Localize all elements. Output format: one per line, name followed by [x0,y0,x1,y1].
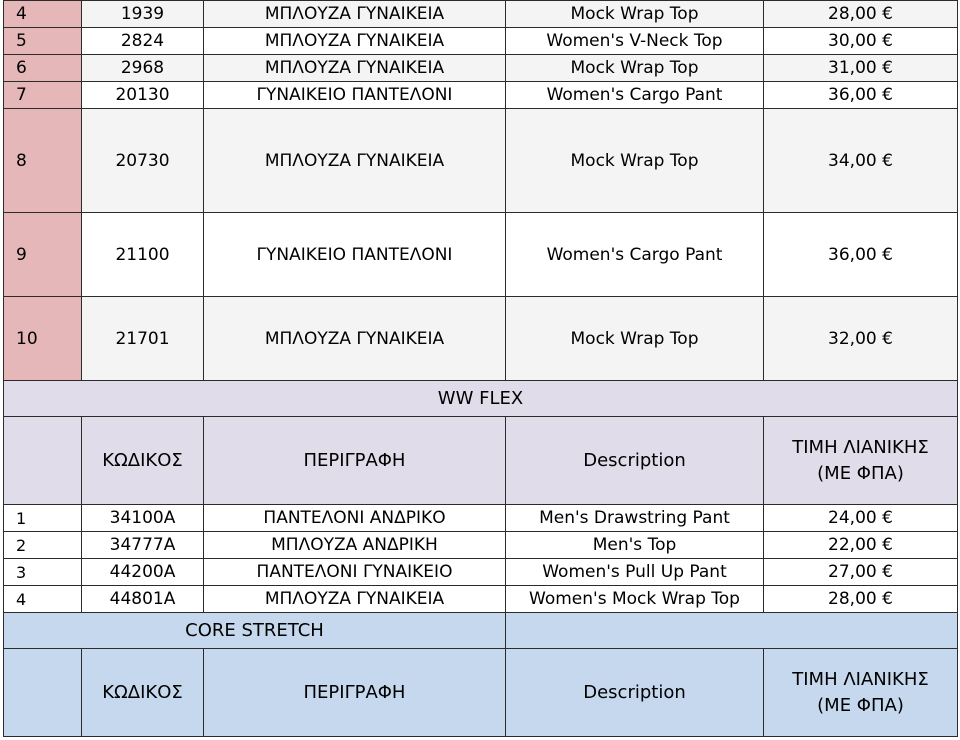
greek-description: ΠΑΝΤΕΛΟΝΙ ΑΝΔΡΙΚΟ [204,505,506,532]
header-code: ΚΩΔΙΚΟΣ [82,649,204,737]
section-title-ww-flex: WW FLEX [4,381,958,417]
table-row [4,55,958,82]
product-code: 44200A [82,559,204,586]
english-description: Women's V-Neck Top [506,28,764,55]
retail-price: 22,00 € [764,532,958,559]
row-number: 3 [4,559,82,586]
table-row [4,532,958,559]
retail-price: 30,00 € [764,28,958,55]
greek-description: ΜΠΛΟΥΖΑ ΓΥΝΑΙΚΕΙΑ [204,109,506,213]
greek-description: ΜΠΛΟΥΖΑ ΓΥΝΑΙΚΕΙΑ [204,297,506,381]
english-description: Women's Cargo Pant [506,82,764,109]
header-greek-description: ΠΕΡΙΓΡΑΦΗ [204,417,506,505]
header-price-line2: (ΜΕ ΦΠΑ) [817,462,904,484]
retail-price: 31,00 € [764,55,958,82]
header-blank [4,417,82,505]
retail-price: 32,00 € [764,297,958,381]
header-row [4,417,958,505]
table-row [4,28,958,55]
row-number: 8 [4,109,82,213]
english-description: Mock Wrap Top [506,55,764,82]
table-row [4,297,958,381]
retail-price: 36,00 € [764,82,958,109]
greek-description: ΓΥΝΑΙΚΕΙΟ ΠΑΝΤΕΛΟΝΙ [204,213,506,297]
product-code: 20730 [82,109,204,213]
product-code: 1939 [82,1,204,28]
header-retail-price [764,649,958,737]
table-row [4,586,958,613]
greek-description: ΜΠΛΟΥΖΑ ΓΥΝΑΙΚΕΙΑ [204,28,506,55]
header-price-line1: ΤΙΜΗ ΛΙΑΝΙΚΗΣ [792,668,929,690]
greek-description: ΜΠΛΟΥΖΑ ΓΥΝΑΙΚΕΙΑ [204,586,506,613]
english-description: Mock Wrap Top [506,297,764,381]
price-list-table [3,0,958,737]
row-number: 2 [4,532,82,559]
header-english-description: Description [506,417,764,505]
row-number: 4 [4,586,82,613]
greek-description: ΜΠΛΟΥΖΑ ΓΥΝΑΙΚΕΙΑ [204,1,506,28]
header-blank [4,649,82,737]
table-row [4,82,958,109]
header-retail-price [764,417,958,505]
product-code: 20130 [82,82,204,109]
row-number: 9 [4,213,82,297]
english-description: Men's Top [506,532,764,559]
english-description: Women's Cargo Pant [506,213,764,297]
product-code: 21701 [82,297,204,381]
retail-price: 24,00 € [764,505,958,532]
row-number: 6 [4,55,82,82]
english-description: Mock Wrap Top [506,109,764,213]
table-row [4,505,958,532]
row-number: 7 [4,82,82,109]
retail-price: 34,00 € [764,109,958,213]
table-row [4,1,958,28]
row-number: 1 [4,505,82,532]
english-description: Men's Drawstring Pant [506,505,764,532]
header-greek-description: ΠΕΡΙΓΡΑΦΗ [204,649,506,737]
table-row [4,109,958,213]
greek-description: ΓΥΝΑΙΚΕΙΟ ΠΑΝΤΕΛΟΝΙ [204,82,506,109]
product-code: 34777A [82,532,204,559]
retail-price: 36,00 € [764,213,958,297]
product-code: 2824 [82,28,204,55]
english-description: Women's Pull Up Pant [506,559,764,586]
greek-description: ΜΠΛΟΥΖΑ ΑΝΔΡΙΚΗ [204,532,506,559]
product-code: 34100A [82,505,204,532]
product-code: 21100 [82,213,204,297]
english-description: Mock Wrap Top [506,1,764,28]
header-price-line1: ΤΙΜΗ ΛΙΑΝΙΚΗΣ [792,436,929,458]
row-number: 4 [4,1,82,28]
greek-description: ΠΑΝΤΕΛΟΝΙ ΓΥΝΑΙΚΕΙΟ [204,559,506,586]
section-title-row [4,613,958,649]
row-number: 5 [4,28,82,55]
retail-price: 28,00 € [764,586,958,613]
table-row [4,213,958,297]
section-title-core-stretch: CORE STRETCH [4,613,506,649]
product-code: 2968 [82,55,204,82]
section-title-row [4,381,958,417]
header-english-description: Description [506,649,764,737]
row-number: 10 [4,297,82,381]
greek-description: ΜΠΛΟΥΖΑ ΓΥΝΑΙΚΕΙΑ [204,55,506,82]
table-row [4,559,958,586]
header-row [4,649,958,737]
section-title-filler [506,613,958,649]
retail-price: 27,00 € [764,559,958,586]
english-description: Women's Mock Wrap Top [506,586,764,613]
header-price-line2: (ΜΕ ΦΠΑ) [817,694,904,716]
product-code: 44801A [82,586,204,613]
retail-price: 28,00 € [764,1,958,28]
header-code: ΚΩΔΙΚΟΣ [82,417,204,505]
